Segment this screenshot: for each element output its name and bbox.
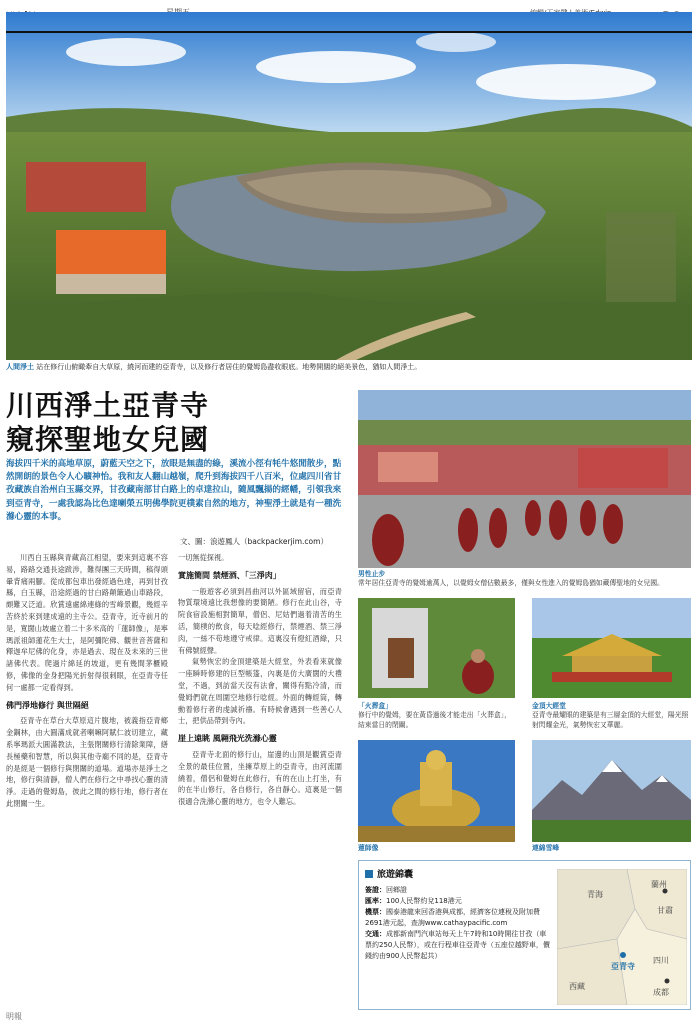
caption-label: 金頂大經堂 <box>532 702 566 710</box>
map-label: 成都 <box>653 988 669 997</box>
photo-statue-caption <box>358 844 515 858</box>
hero-caption-label: 人間淨土 <box>6 363 34 371</box>
article-lead: 海拔四千米的高地草原，蔚藍天空之下，放眼是無盡的綠，溪流小徑有牦牛悠閒散步，點然開朗的景色令人心曠神怡。我和友人翻山越嶺，爬升到海拔四千八百米，位處四川省甘孜藏族自治州白玉縣交界，甘孜藏南部甘白路上的卓達拉山，隨風飄揚的經幡，引領我來到亞青寺，一處我認為比色達喇榮五明佛學院更樸素自然的地方，神聖淨土就是有一種洗滌心靈的本事。 <box>6 459 342 522</box>
travel-info-box <box>358 860 691 1010</box>
photo-hall-caption <box>532 702 691 730</box>
body-column-2 <box>178 552 342 1012</box>
map-label: 青海 <box>587 890 603 899</box>
caption-label: 男性止步 <box>358 570 386 578</box>
article-title-line2: 窺探聖地女兒國 <box>6 423 210 456</box>
landscape-illustration <box>6 12 692 360</box>
photo-hut-caption <box>358 702 515 730</box>
info-row-visa: 簽證：回鄉證 <box>365 886 407 894</box>
map-label: 亞青寺 <box>611 962 635 971</box>
hero-caption-text: 站在修行山俯瞰牽自大草原，繞河而建的亞青寺，以及修行者居住的覺姆島盡收眼底。地勢開闊的絕美景色，猶如人間淨土。 <box>36 363 422 371</box>
location-map <box>557 869 687 1005</box>
info-row-rate: 匯率：100人民幣約兌118港元 <box>365 897 462 905</box>
photo-monks-caption <box>358 570 691 589</box>
photo-mountains <box>532 740 691 842</box>
article-title-line1: 川西淨土亞青寺 <box>6 389 210 422</box>
hall-illustration <box>532 598 691 698</box>
body-paragraph: 一般遊客必須到昌曲河以外區域留宿，而亞青物質環境遠比我想像的要簡陋。修行在此山谷，寺院食宿設施相對簡單，僧侶、尼姑們過着清苦的生活，簡樸的飲食，每天唸經修行，禁煙酒、禁三淨肉，一絲不苟地遵守戒律。這裏沒有燈紅酒綠，只有佛號經聲。 <box>178 586 342 655</box>
footer-mark: 明報 <box>6 1012 22 1021</box>
body-paragraph: 氣勢恢宏的金頂建築是大經堂，外表看來就像一座瞬時修建的巨型帳篷，內裏是仿大廣闊的大禮堂，不過，到訪當天沒有法會，關得有點冷清，而覺姆們就在周圍空地修行唸經。外面的轉經筒，轉動着修行者的虔誠祈禱。有時候會遇到一些善心人士，把供品帶到寺內。 <box>178 657 342 726</box>
info-text <box>365 885 553 962</box>
caption-label: 蓮師像 <box>358 844 379 852</box>
subheading: 崖上遠眺 風翱飛光洗滌心靈 <box>178 734 277 744</box>
map-label: 西藏 <box>569 982 585 991</box>
photo-monks <box>358 390 691 568</box>
info-row-transport: 交通：成都新南門汽車站每天上午7時和10時開往甘孜（車票約250人民幣），或在行程車往亞青寺（五座位越野車，價錢約由900人民幣起共） <box>365 930 550 960</box>
subheading: 佛門淨地修行 與世隔絕 <box>6 700 89 710</box>
body-column-1 <box>6 552 168 1012</box>
statue-illustration <box>358 740 515 842</box>
map-label: 四川 <box>653 956 669 965</box>
info-row-flight: 機票：國泰港龍來回香港與成都，經濟客位連稅及附加費2691港元起，查詢www.cathaypacific.com <box>365 908 540 927</box>
photo-statue <box>358 740 515 842</box>
hut-illustration <box>358 598 515 698</box>
photo-golden-hall <box>532 598 691 698</box>
bullet-square-icon <box>365 870 373 878</box>
map-label: 蘭州 <box>651 880 667 889</box>
info-heading: 旅遊錦囊 <box>365 867 413 880</box>
caption-label: 連綿雪峰 <box>532 844 560 852</box>
monks-illustration <box>358 390 691 568</box>
caption-text: 常年居住亞青寺的覺姆逾萬人，以覺姆女僧佔數最多，僅與女性進入的覺姆島猶如藏傳聖地的女兒國。 <box>358 579 664 588</box>
body-paragraph: 亞青寺北面的修行山，崖邊的山頂是觀賞亞青全景的最佳位置，坐擁草原上的亞青寺，由河流圍繞着，僧侶和覺姆在此修行，有的在山上打坐，有的在半山修行，各自修行，各自靜心。這裏是一個很適合洗滌心靈的地方，也令人難忘。 <box>178 749 342 807</box>
hero-photo <box>6 12 692 360</box>
caption-label: 「火葬盒」 <box>358 702 392 710</box>
body-paragraph: 一切無從探視。 <box>178 553 229 562</box>
photo-mountains-caption <box>532 844 691 858</box>
caption-text: 修行中的覺姆，要在黃昏過後才能走出「火葬盒」，結束當日的閉關。 <box>358 711 511 729</box>
photo-hut <box>358 598 515 698</box>
hero-caption <box>6 362 692 372</box>
body-paragraph: 川西白玉縣與青藏高江相望，要來到這裏不容易，路路交通長途跋涉，難得團三天時間，稿得頭暈背痛兩腳。從成都包車出發經過色達，再到甘孜縣，白玉縣，沿途經過的甘白路顛簸過山車路段，頗難又泛道。欣賞遠處綿連綠的雪峰景觀，幾經辛苦終於來到建成遠的主寺公。亞青寺，近寺前月的是，寬闊山坡處立着二十多米高的「蓮師像」，是寧瑪派祖師蓮花生大士，是阿彌陀佛、觀世音菩薩和釋迦牟尼佛的化身，亦是過去、現在及未來的三世諸佛代表。爬過片綿延的坡道，更有幾間茅櫃殿修，佛像的金身把陽光折射得很刺眼，在亞青寺任何一處都一定看得到。 <box>6 553 168 692</box>
map-label: 甘肅 <box>657 906 673 915</box>
mountains-illustration <box>532 740 691 842</box>
byline: 文、圖：浪遊鳳人（backpackerjim.com） <box>180 537 328 546</box>
subheading: 實施簡間 禁煙酒、「三淨肉」 <box>178 570 281 580</box>
caption-text: 亞青寺最耀眼的建築是有三層金頂的大經堂，陽光照射閃耀金光，氣勢恢宏又華麗。 <box>532 711 689 729</box>
body-paragraph: 亞青寺在草台大草原這片腹地，被義指亞青鄉金鋼林，由大圓滿成就者喇嘛阿賦仁波切建立，藏系寧瑪派大圓滿教法，主張閉關修行清除業障，繕長極藥和智慧，所以與其他寺廟不同的是，亞青寺的是經是一個修行與閉關的道場。道場亦是淨土之地，修行與清靜，僧人們在修行之中尋找心靈的清淨。走過的覺姆島，彼此之間的修行地，修行者在此閉關一生。 <box>6 716 168 808</box>
header-rule <box>6 31 692 33</box>
